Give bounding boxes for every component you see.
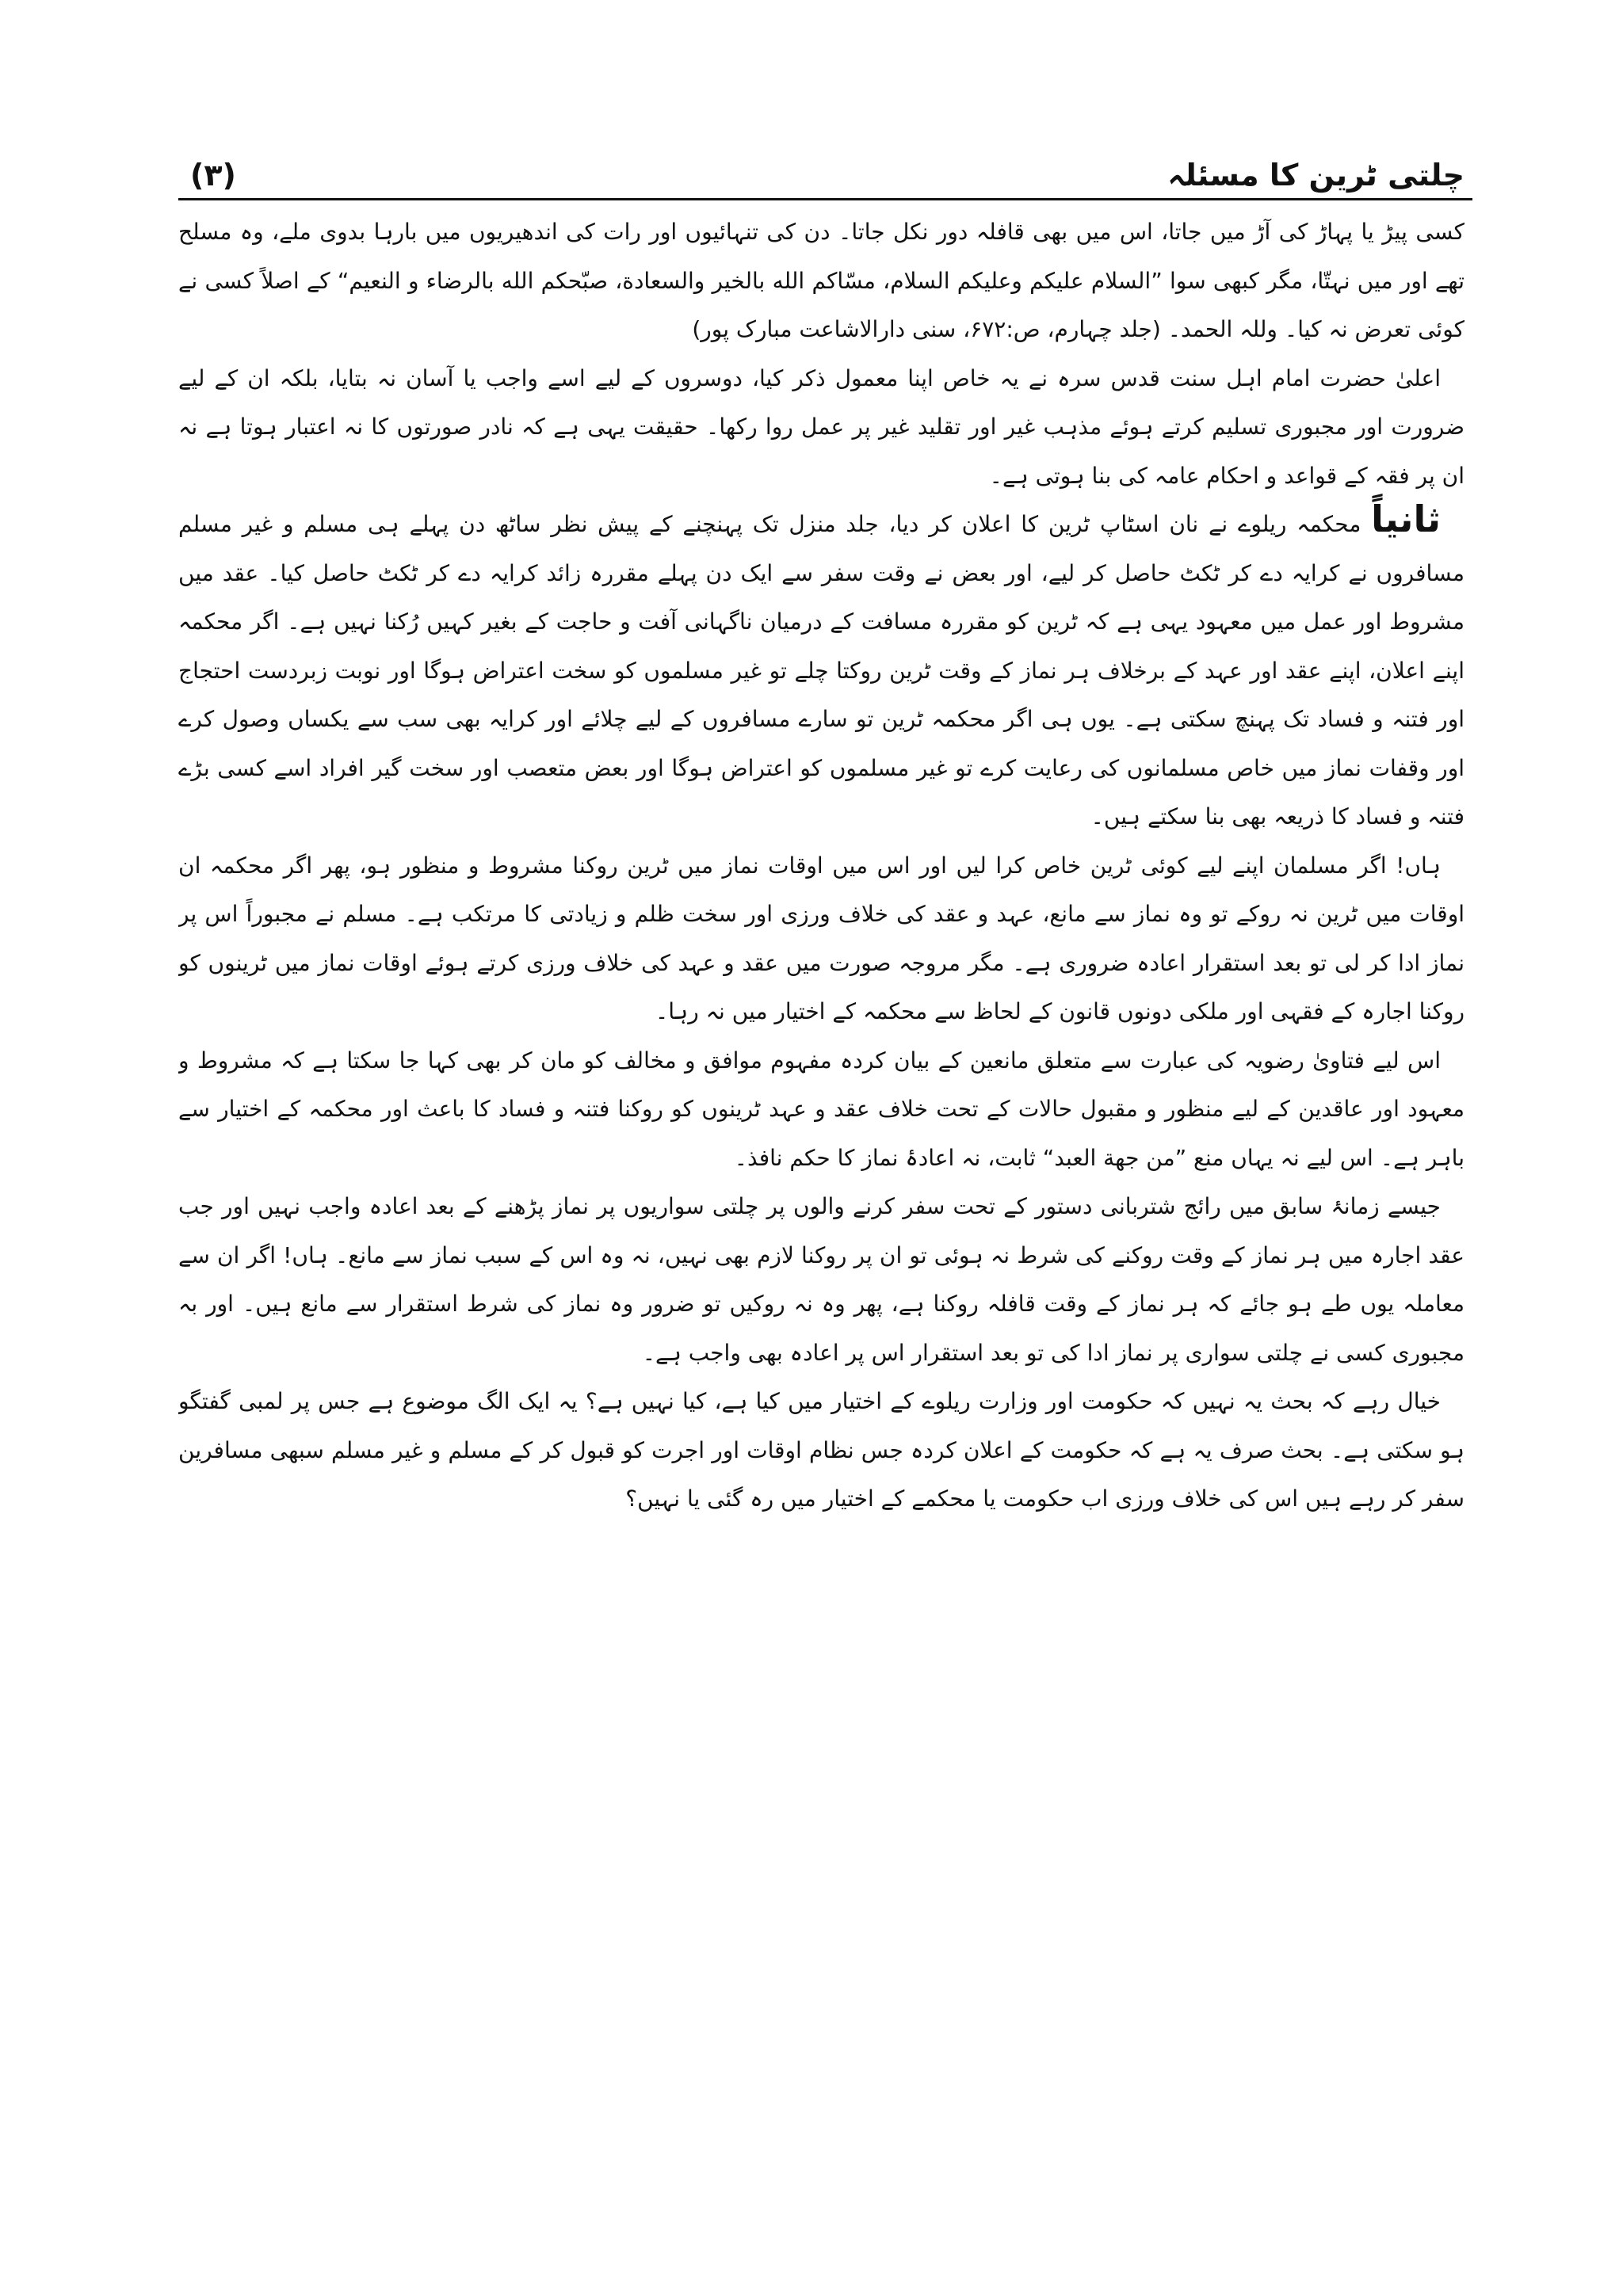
page-number: (۳) xyxy=(190,158,236,193)
paragraph-shutarbani: جیسے زمانۂ سابق میں رائج شتربانی دستور کے تحت سفر کرنے والوں پر چلتی سواریوں پر نماز پڑھنے کے بعد اعادہ واجب نہیں اور جب عقد اجارہ میں ہر نماز کے وقت روکنے کی شرط نہ ہوئی تو ان پر روکنا لازم بھی نہیں، نہ وہ اس کے سبب نماز سے مانع۔ ہاں! اگر ان سے معاملہ یوں طے ہو جائے کہ ہر نماز کے وقت قافلہ روکنا ہے، پھر وہ نہ روکیں تو ضرور وہ نماز کی شرط استقرار سے مانع ہیں۔ اور بہ مجبوری کسی نے چلتی سواری پر نماز ادا کی تو بعد استقرار اس پر اعادہ بھی واجب ہے۔ xyxy=(178,1193,1465,1366)
running-title: چلتی ٹرین کا مسئلہ xyxy=(1167,158,1465,193)
page-header xyxy=(190,127,1465,193)
paragraph-haan: ہاں! اگر مسلمان اپنے لیے کوئی ٹرین خاص کرا لیں اور اس میں اوقات نماز میں ٹرین روکنا مشروط و منظور ہو، پھر اگر محکمہ ان اوقات میں ٹرین نہ روکے تو وہ نماز سے مانع، عہد و عقد کی خلاف ورزی اور سخت ظلم و زیادتی کا مرتکب ہے۔ مسلم نے مجبوراً اس پر نماز ادا کر لی تو بعد استقرار اعادہ ضروری ہے۔ مگر مروجہ صورت میں عقد و عہد کی خلاف ورزی کرتے ہوئے اوقات نماز میں ٹرینوں کو روکنا اجارہ کے فقہی اور ملکی دونوں قانون کے لحاظ سے محکمہ کے اختیار میں نہ رہا۔ xyxy=(178,852,1465,1024)
paragraph-continuation: کسی پیڑ یا پہاڑ کی آڑ میں جاتا، اس میں بھی قافلہ دور نکل جاتا۔ دن کی تنہائیوں اور رات کی اندھیریوں میں بارہا بدوی ملے، وہ مسلح تھے اور میں نہتّا، مگر کبھی سوا ”السلام علیکم وعلیکم السلام، مسّاکم الله بالخیر والسعادة، صبّحکم الله بالرضاء و النعیم“ کے اصلاً کسی نے کوئی تعرض نہ کیا۔ وللہ الحمد۔ (جلد چہارم، ص:۶۷۲، سنی دارالاشاعت مبارک پور) xyxy=(178,219,1465,342)
paragraph-saniyan xyxy=(178,500,1465,841)
header-divider xyxy=(178,198,1472,200)
body-text xyxy=(178,208,1465,2236)
paragraph-saniyan-text: محکمہ ریلوے نے نان اسٹاپ ٹرین کا اعلان کر دیا، جلد منزل تک پہنچنے کے پیش نظر ساٹھ دن پہلے ہی مسلم و غیر مسلم مسافروں نے کرایہ دے کر ٹکٹ حاصل کر لیے، اور بعض نے وقت سفر سے ایک دن پہلے مقررہ زائد کرایہ دے کر ٹکٹ حاصل کیا۔ عقد میں مشروط اور عمل میں معہود یہی ہے کہ ٹرین کو مقررہ مسافت کے درمیان ناگہانی آفت و حاجت کے بغیر کہیں رُکنا نہیں ہے۔ اگر محکمہ اپنے اعلان، اپنے عقد اور عہد کے برخلاف ہر نماز کے وقت ٹرین روکتا چلے تو غیر مسلموں کو سخت اعتراض ہوگا اور نوبت زبردست احتجاج اور فتنہ و فساد تک پہنچ سکتی ہے۔ یوں ہی اگر محکمہ ٹرین تو سارے مسافروں کے لیے چلائے اور کرایہ بھی سب سے یکساں وصول کرے اور وقفات نماز میں خاص مسلمانوں کی رعایت کرے تو غیر مسلموں کو اعتراض ہوگا اور بعض متعصب اور سخت گیر افراد اسے کسی بڑے فتنہ و فساد کا ذریعہ بھی بنا سکتے ہیں۔ xyxy=(178,511,1465,830)
paragraph-fatawa-rizvia: اس لیے فتاویٰ رضویہ کی عبارت سے متعلق مانعین کے بیان کردہ مفہوم موافق و مخالف کو مان کر بھی کہا جا سکتا ہے کہ مشروط و معہود اور عاقدین کے لیے منظور و مقبول حالات کے تحت خلاف عقد و عہد ٹرینوں کو روکنا فتنہ و فساد کا باعث اور محکمہ کے اختیار سے باہر ہے۔ اس لیے نہ یہاں منع ”من جهة العبد“ ثابت، نہ اعادۂ نماز کا حکم نافذ۔ xyxy=(178,1047,1465,1171)
paragraph-ala-hazrat: اعلیٰ حضرت امام اہل سنت قدس سرہ نے یہ خاص اپنا معمول ذکر کیا، دوسروں کے لیے اسے واجب یا آسان نہ بتایا، بلکہ ان کے لیے ضرورت اور مجبوری تسلیم کرتے ہوئے مذہب غیر اور تقلید غیر پر عمل روا رکھا۔ حقیقت یہی ہے کہ نادر صورتوں کا نہ اعتبار ہوتا ہے نہ ان پر فقہ کے قواعد و احکام عامہ کی بنا ہوتی ہے۔ xyxy=(178,364,1465,489)
paragraph-lead-word: ثانیاً xyxy=(1371,498,1441,540)
paragraph-khayal: خیال رہے کہ بحث یہ نہیں کہ حکومت اور وزارت ریلوے کے اختیار میں کیا ہے، کیا نہیں ہے؟ یہ ایک الگ موضوع ہے جس پر لمبی گفتگو ہو سکتی ہے۔ بحث صرف یہ ہے کہ حکومت کے اعلان کردہ جس نظام اوقات اور اجرت کو قبول کر کے مسلم و غیر مسلم سبھی مسافرین سفر کر رہے ہیں اس کی خلاف ورزی اب حکومت یا محکمے کے اختیار میں رہ گئی یا نہیں؟ xyxy=(178,1388,1465,1512)
